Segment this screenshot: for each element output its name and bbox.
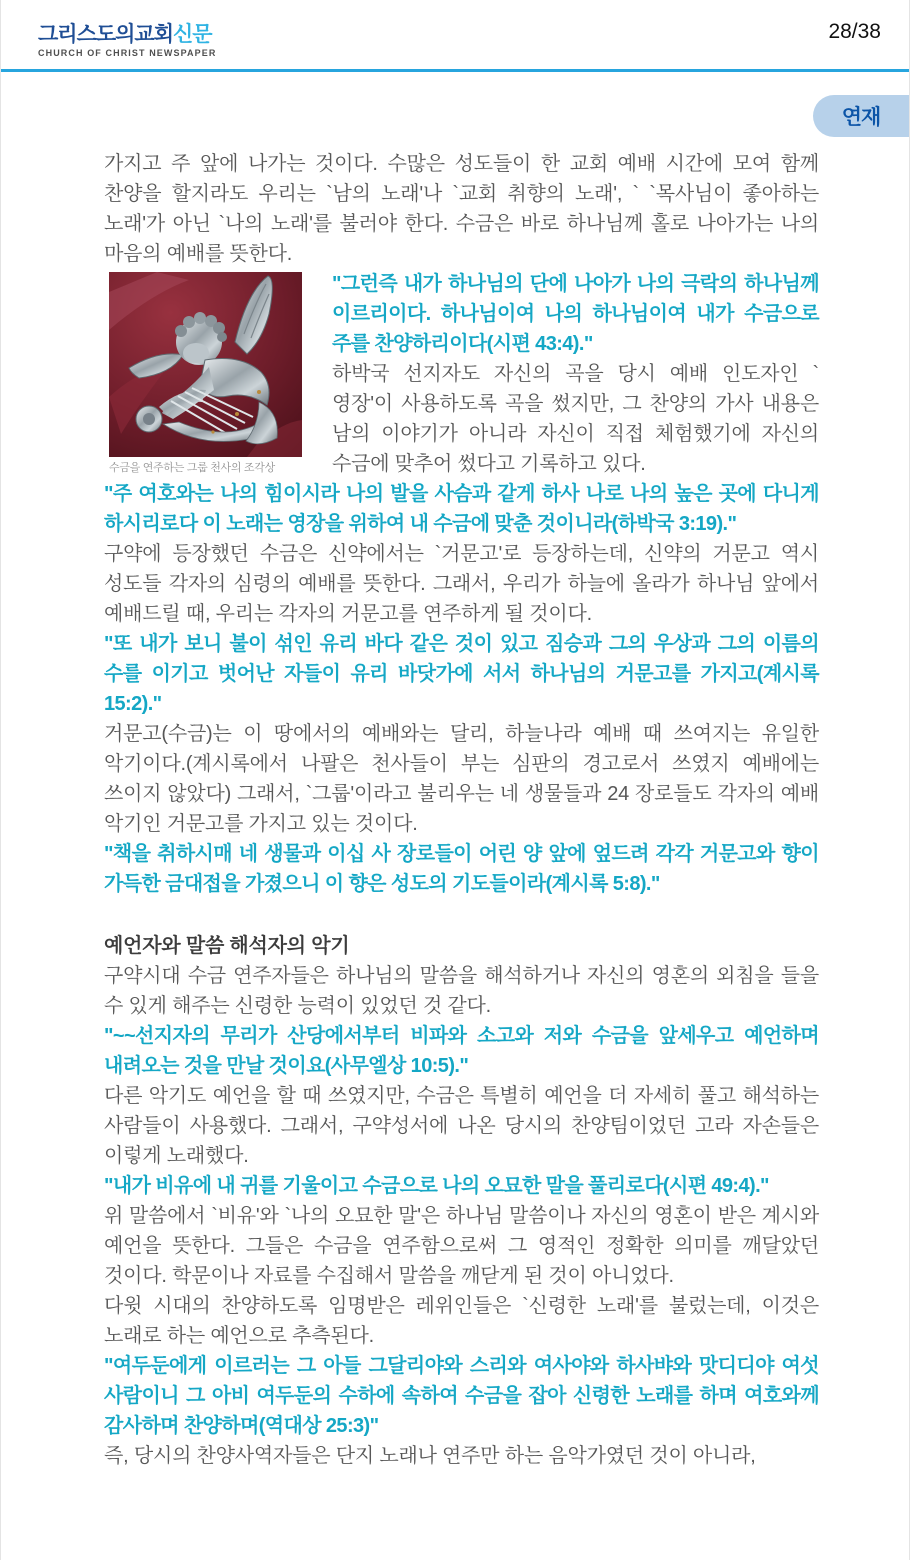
section-heading: 예언자와 말씀 해석자의 악기 (104, 935, 350, 957)
paragraph: 구약시대 수금 연주자들은 하나님의 말씀을 해석하거나 자신의 영혼의 외침을 들을 수 있게 해주는 신령한 능력이 있었던 것 같다. (104, 965, 819, 1017)
article-photo (109, 272, 305, 475)
page-header (1, 0, 909, 69)
series-badge: 연재 (813, 95, 909, 137)
logo-subtitle: CHURCH OF CHRIST NEWSPAPER (38, 48, 217, 58)
article-body (104, 149, 819, 1471)
paragraph: 구약에 등장했던 수금은 신약에서는 `거문고'로 등장하는데, 신약의 거문고 역시 성도들 각자의 심령의 예배를 뜻한다. 그래서, 우리가 하늘에 올라가 하나님 앞에서 예배드릴 때, 우리는 각자의 거문고를 연주하게 될 것이다. (104, 543, 819, 625)
paragraph: 하박국 선지자도 자신의 곡을 당시 예배 인도자인 `영장'이 사용하도록 곡을 썼지만, 그 찬양의 가사 내용은 남의 이야기가 아니라 자신이 직접 체험했기에 자신의 수금에 맞추어 썼다고 기록하고 있다. (332, 363, 819, 475)
scripture-quote: "~~선지자의 무리가 산당에서부터 비파와 소고와 저와 수금을 앞세우고 예언하며 내려오는 것을 만날 것이요(사무엘상 10:5)." (104, 1025, 819, 1077)
logo-text-main: 그리스도의교회 (38, 23, 174, 46)
header-divider (1, 69, 909, 72)
paragraph: 가지고 주 앞에 나가는 것이다. 수많은 성도들이 한 교회 예배 시간에 모여 함께 찬양을 할지라도 우리는 `남의 노래'나 `교회 취향의 노래', ` `목사님이 좋아하는 노래'가 아닌 `나의 노래'를 불러야 한다. 수금은 바로 하나님께 홀로 나아가는 나의 마음의 예배를 뜻한다. (104, 153, 819, 265)
cherub-statue-illustration (109, 272, 302, 457)
scripture-quote: "내가 비유에 내 귀를 기울이고 수금으로 나의 오묘한 말을 풀리로다(시편 49:4)." (104, 1175, 769, 1197)
paragraph: 다른 악기도 예언을 할 때 쓰였지만, 수금은 특별히 예언을 더 자세히 풀고 해석하는 사람들이 사용했다. 그래서, 구약성서에 나온 당시의 찬양팀이었던 고라 자손들은 이렇게 노래했다. (104, 1085, 819, 1167)
paragraph: 즉, 당시의 찬양사역자들은 단지 노래나 연주만 하는 음악가였던 것이 아니라, (104, 1445, 756, 1467)
scripture-quote: "또 내가 보니 불이 섞인 유리 바다 같은 것이 있고 짐승과 그의 우상과 그의 이름의 수를 이기고 벗어난 자들이 유리 바닷가에 서서 하나님의 거문고를 가지고(계시록 15:2)." (104, 633, 819, 715)
paragraph: 위 말씀에서 `비유'와 `나의 오묘한 말'은 하나님 말씀이나 자신의 영혼이 받은 계시와 예언을 뜻한다. 그들은 수금을 연주함으로써 그 영적인 정확한 의미를 깨달았던 것이다. 학문이나 자료를 수집해서 말씀을 깨닫게 된 것이 아니었다. (104, 1205, 819, 1287)
logo-text-accent: 신문 (173, 23, 212, 46)
scripture-quote: "책을 취하시매 네 생물과 이십 사 장로들이 어린 양 앞에 엎드려 각각 거문고와 향이 가득한 금대접을 가졌으니 이 향은 성도의 기도들이라(계시록 5:8)." (104, 843, 819, 895)
scripture-quote: "주 여호와는 나의 힘이시라 나의 발을 사슴과 같게 하사 나로 나의 높은 곳에 다니게 하시리로다 이 노래는 영장을 위하여 내 수금에 맞춘 것이니라(하박국 3:19)." (104, 483, 819, 535)
paragraph: 다윗 시대의 찬양하도록 임명받은 레위인들은 `신령한 노래'를 불렀는데, 이것은 노래로 하는 예언으로 추측된다. (104, 1295, 819, 1347)
newspaper-logo (38, 24, 216, 58)
scripture-quote: "여두둔에게 이르러는 그 아들 그달리야와 스리와 여사야와 하사뱌와 맛디디야 여섯 사람이니 그 아비 여두둔의 수하에 속하여 수금을 잡아 신령한 노래를 하며 여호와께 감사하며 찬양하며(역대상 25:3)" (104, 1355, 819, 1437)
page-indicator: 28/38 (828, 20, 881, 43)
cherub-harp-photo (109, 272, 302, 457)
photo-caption: 수금을 연주하는 그룹 천사의 조각상 (109, 462, 275, 474)
paragraph: 거문고(수금)는 이 땅에서의 예배와는 달리, 하늘나라 예배 때 쓰여지는 유일한 악기이다.(계시록에서 나팔은 천사들이 부는 심판의 경고로서 쓰였지 예배에는 쓰이지 않았다) 그래서, `그룹'이라고 불리우는 네 생물들과 24 장로들도 각자의 예배 악기인 거문고를 가지고 있는 것이다. (104, 723, 819, 835)
scripture-quote: "그런즉 내가 하나님의 단에 나아가 나의 극락의 하나님께 이르리이다. 하나님이여 나의 하나님이여 내가 수금으로 주를 찬양하리이다(시편 43:4)." (332, 273, 819, 355)
